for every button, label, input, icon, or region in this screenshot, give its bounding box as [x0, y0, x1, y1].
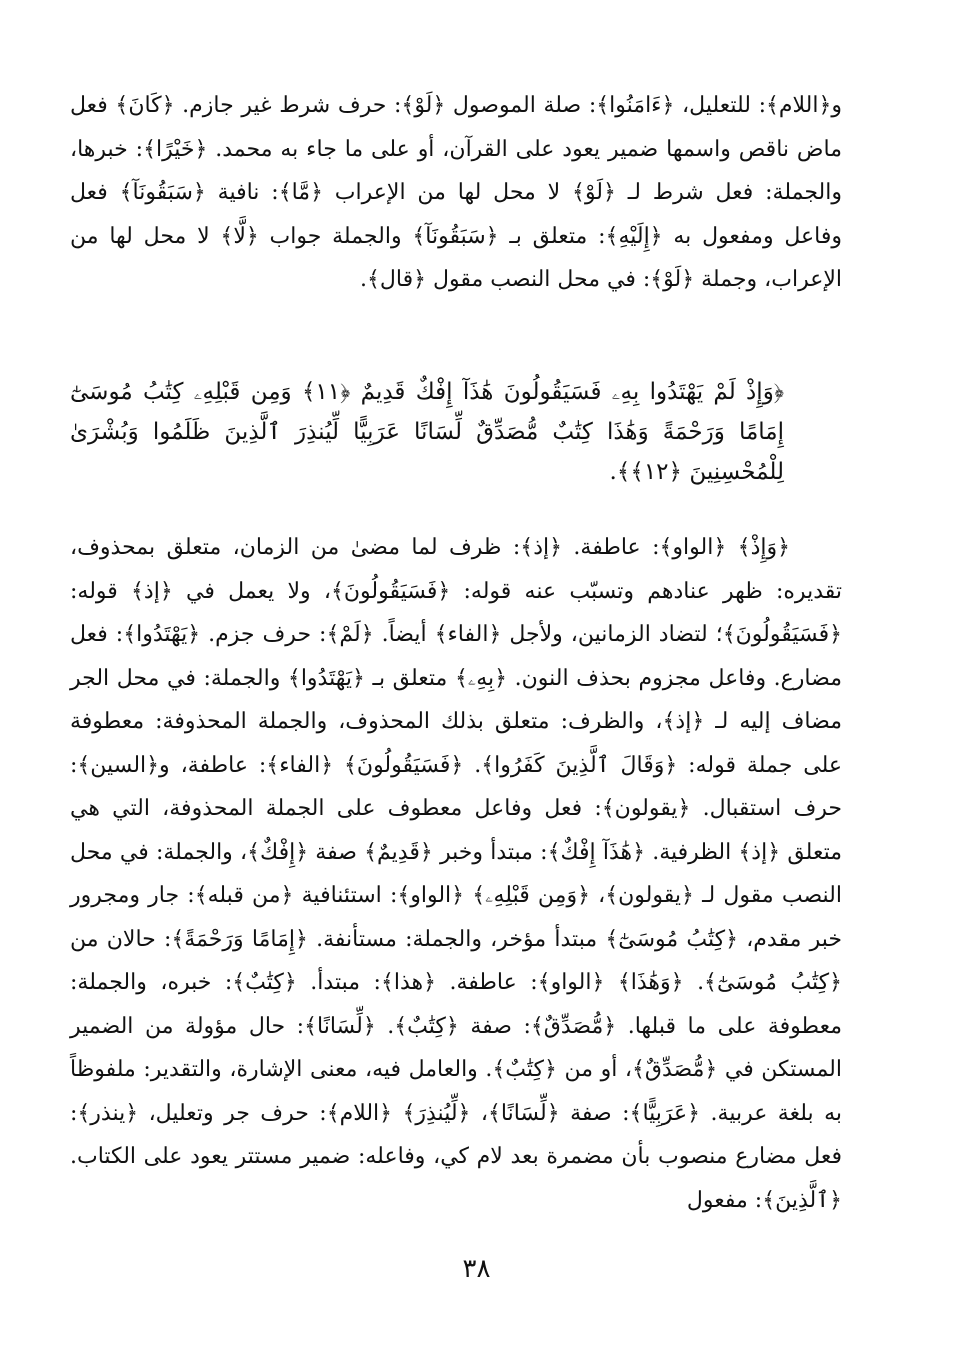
grammar-paragraph-2: ﴿وَإِذْ﴾ ﴿الواو﴾: عاطفة. ﴿إذ﴾: ظرف لما مضىٰ من الزمان، متعلق بمحذوف، تقديره: ظهر عنادهم وتسبّب عنه قوله: ﴿فَسَيَقُولُونَ﴾، ولا يعمل في ﴿إذ﴾ قوله: ﴿فَسَيَقُولُونَ﴾؛ لتضاد الزمانين، ولأجل ﴿الفاء﴾ أيضاً. ﴿لَمْ﴾: حرف جزم. ﴿يَهْتَدُوا﴾: فعل مضارع. وفاعل مجزوم بحذف النون. ﴿بِهِۦ﴾ متعلق بـ ﴿يَهْتَدُوا﴾ والجملة: في محل الجر مضاف إليه لـ ﴿إذ﴾، والظرف: متعلق بذلك المحذوف، والجملة المحذوفة: معطوفة على جملة قوله: ﴿وَقَالَ ٱلَّذِينَ كَفَرُوا﴾. ﴿فَسَيَقُولُونَ﴾ ﴿الفاء﴾: عاطفة، و﴿السين﴾: حرف استقبال. ﴿يقولون﴾: فعل وفاعل معطوف على الجملة المحذوفة، التي هي متعلق ﴿إذ﴾ الظرفية. ﴿هَٰذَآ إِفْكٌ﴾: مبتدأ وخبر ﴿قَدِيمٌ﴾ صفة ﴿إِفْكٌ﴾، والجملة: في محل النصب مقول لـ ﴿يقولون﴾، ﴿وَمِن قَبْلِهِۦ﴾ ﴿الواو﴾: استئنافية ﴿من قبله﴾: جار ومجرور خبر مقدم، ﴿كِتَٰبُ مُوسَىٰٓ﴾ مبتدأ مؤخر، والجملة: مستأنفة. ﴿إِمَامًا وَرَحْمَةً﴾: حالان من ﴿كِتَٰبُ مُوسَىٰٓ﴾. ﴿وَهَٰذَا﴾ ﴿الواو﴾: عاطفة. ﴿هذا﴾: مبتدأ. ﴿كِتَٰبٌ﴾: خبره، والجملة: معطوفة على ما قبلها. ﴿مُّصَدِّقٌ﴾: صفة ﴿كِتَٰبٌ﴾. ﴿لِّسَانًا﴾: حال مؤولة من الضمير المستكن في ﴿مُّصَدِّقٌ﴾، أو من ﴿كِتَٰبٌ﴾. والعامل فيه، معنى الإشارة، والتقدير: ملفوظاً به بلغة عربية. ﴿عَرَبِيًّا﴾: صفة ﴿لِّسَانًا﴾، ﴿لِّيُنذِرَ﴾ ﴿اللام﴾: حرف جر وتعليل، ﴿ينذر﴾: فعل مضارع منصوب بأن مضمرة بعد لام كي، وفاعله: ضمير مستتر يعود على الكتاب. ﴿ٱلَّذِينَ﴾: مفعول	[70, 535, 842, 1213]
grammar-paragraph-1: و﴿اللام﴾: للتعليل، ﴿ءَامَنُوا﴾: صلة الموصول ﴿لَوْ﴾: حرف شرط غير جازم. ﴿كَانَ﴾ فعل ماض ناقص واسمها ضمير يعود على القرآن، أو على ما جاء به محمد. ﴿خَيْرًا﴾: خبرها، والجملة: فعل شرط لـ ﴿لَوْ﴾ لا محل لها من الإعراب ﴿مَّا﴾: نافية ﴿سَبَقُونَآ﴾ فعل وفاعل ومفعول به ﴿إِلَيْهِ﴾: متعلق بـ ﴿سَبَقُونَآ﴾ والجملة جواب ﴿لَّا﴾ لا محل لها من الإعراب، وجملة ﴿لَوْ﴾: في محل النصب مقول ﴿قال﴾.	[70, 93, 842, 292]
quran-verse: ﴿وَإِذْ لَمْ يَهْتَدُوا بِهِۦ فَسَيَقُولُونَ هَٰذَآ إِفْكٌ قَدِيمٌ ﴿١١﴾ وَمِن قَبْلِهِۦ كِتَٰبُ مُوسَىٰٓ إِمَامًا وَرَحْمَةً وَهَٰذَا كِتَٰبٌ مُّصَدِّقٌ لِّسَانًا عَرَبِيًّا لِّيُنذِرَ ٱلَّذِينَ ظَلَمُوا وَبُشْرَىٰ لِلْمُحْسِنِينَ ﴿١٢﴾﴾.	[70, 379, 784, 485]
page-content	[70, 84, 842, 1222]
page-number: ٣٨	[462, 1254, 491, 1284]
